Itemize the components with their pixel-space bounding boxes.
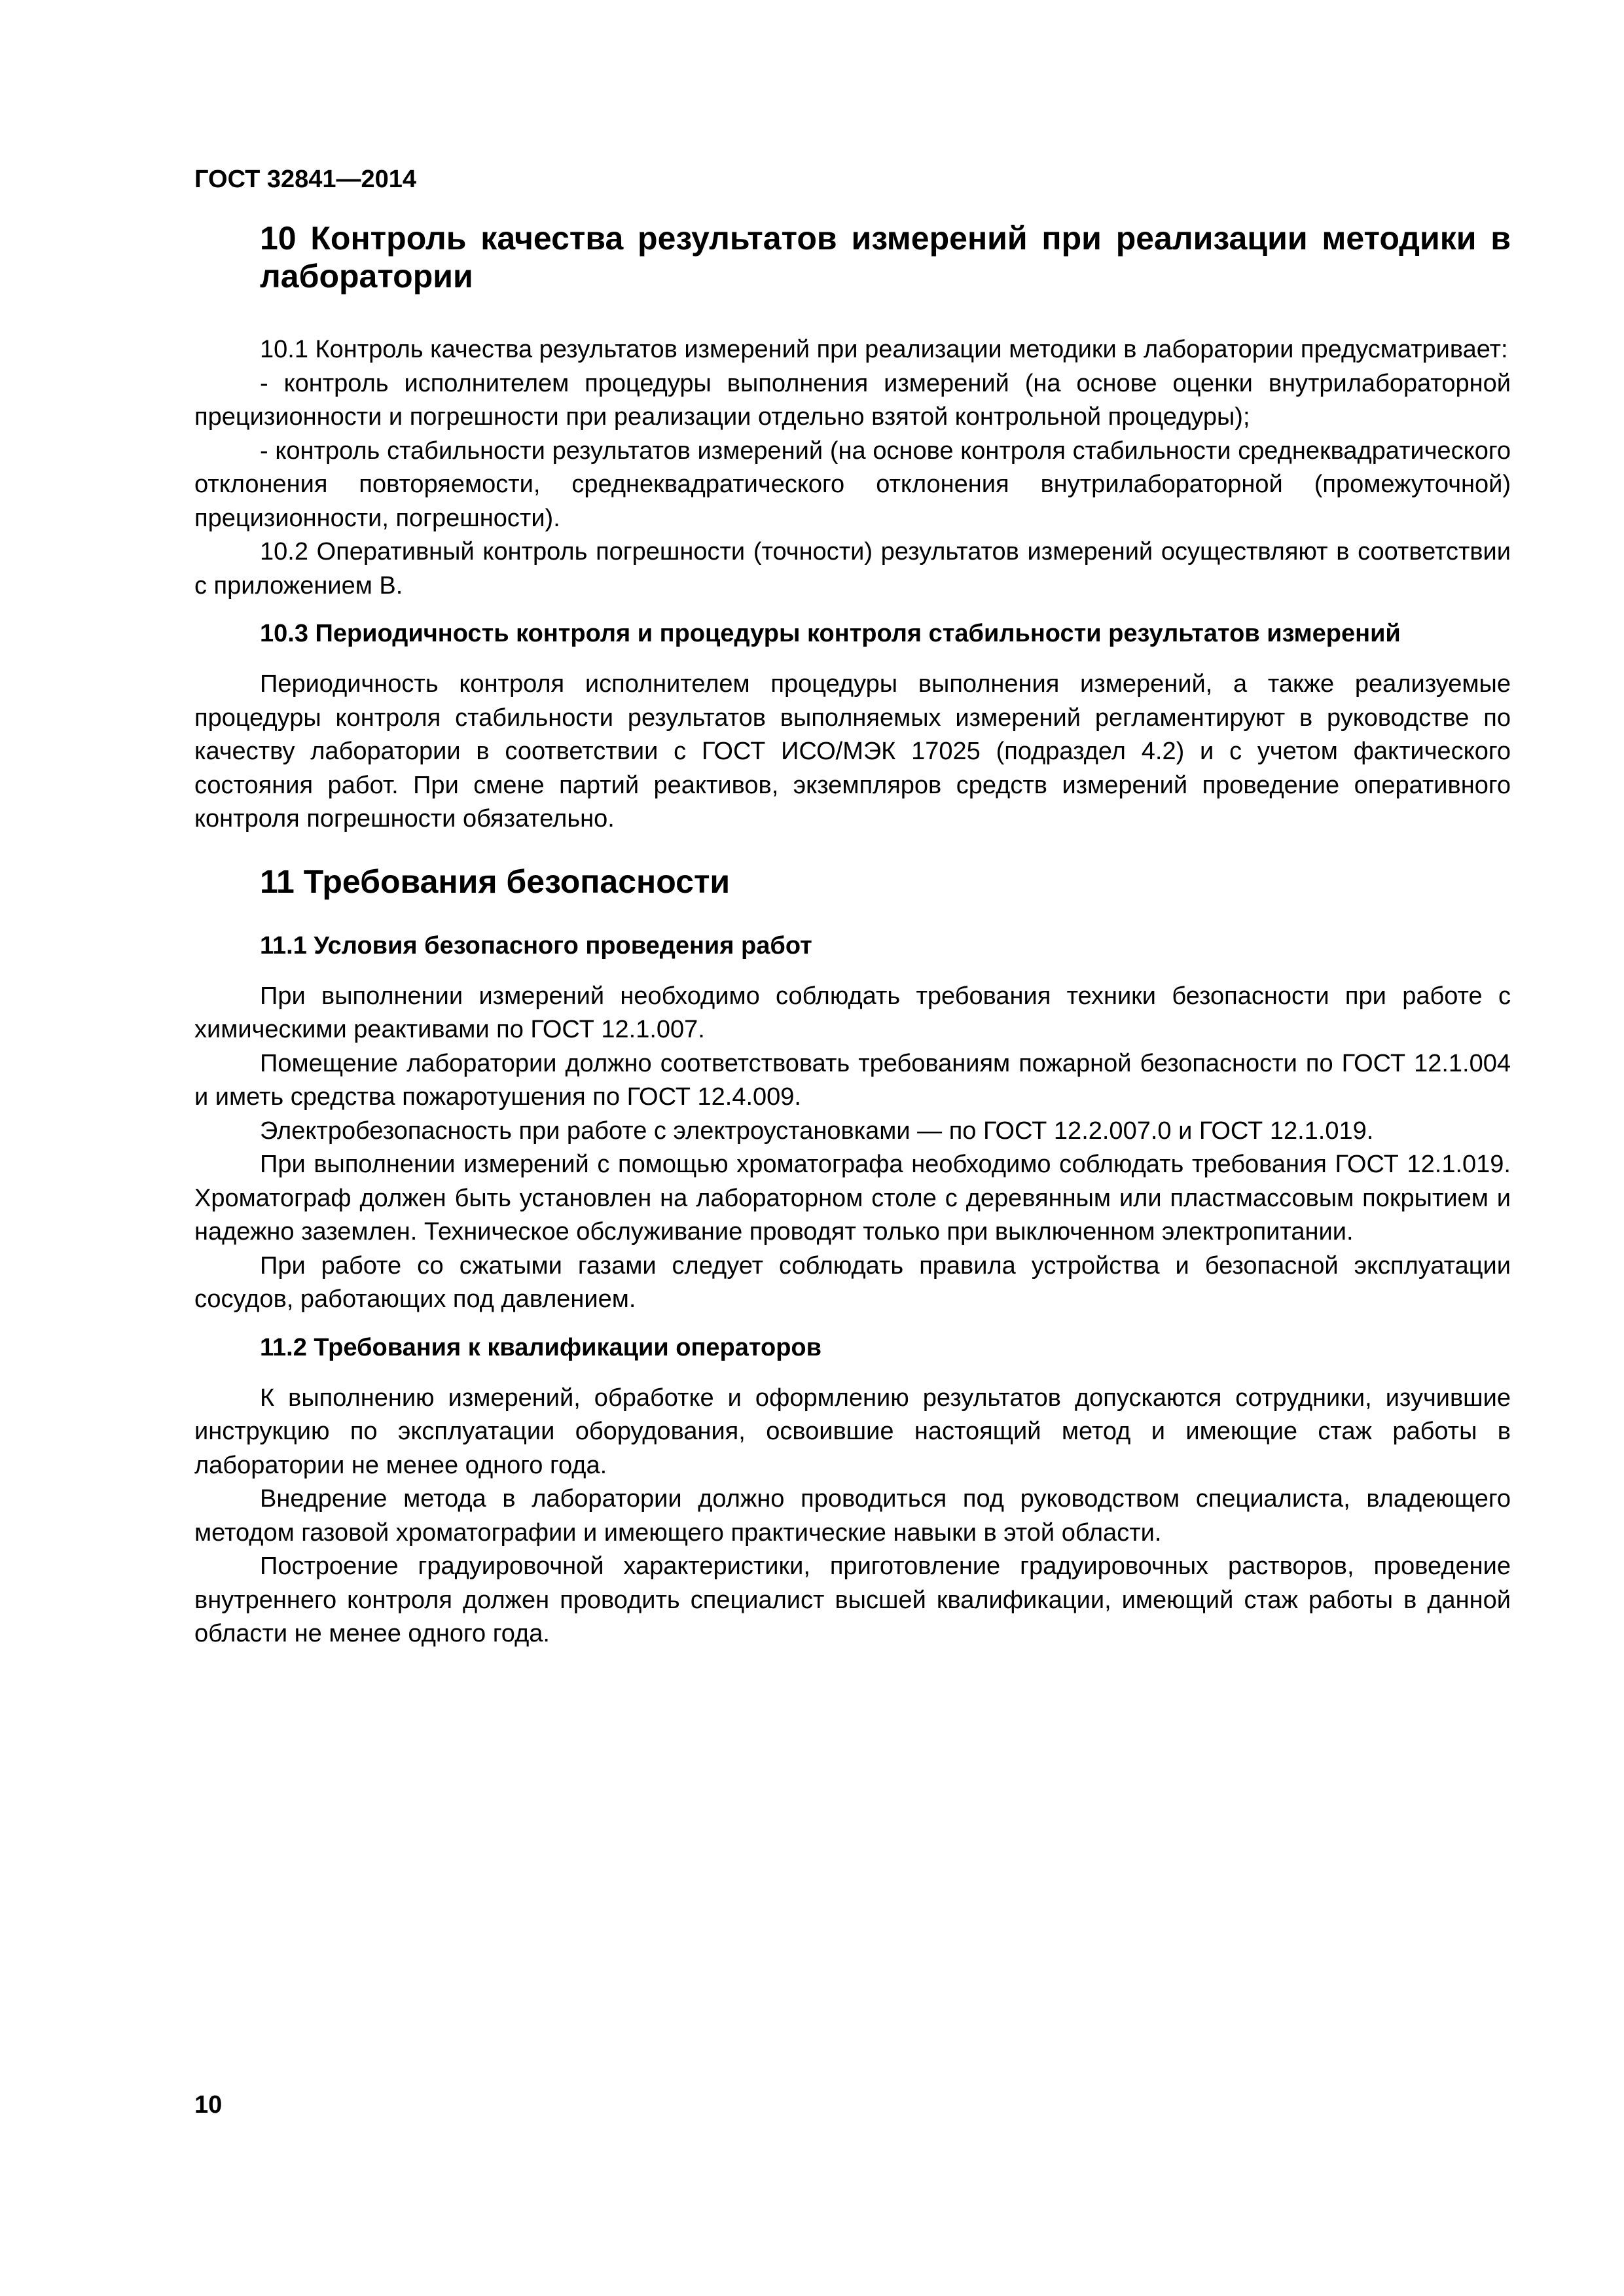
paragraph: Периодичность контроля исполнителем процедуры выполнения измерений, а также реализуемые процедуры контроля стабильности результатов выполняемых измерений регламентируют в руководстве по качеству лаборатории в соответствии с ГОСТ ИСО/МЭК 17025 (подраздел 4.2) и с учетом фактического состояния работ. При смене партий реактивов, экземпляров средств измерений проведение оперативного контроля погрешности обязательно. — [194, 670, 1511, 833]
paragraph: При выполнении измерений необходимо соблюдать требования техники безопасности при работе с химическими реактивами по ГОСТ 12.1.007. — [194, 982, 1511, 1043]
list-item: - контроль исполнителем процедуры выполнения измерений (на основе оценки внутрилабораторной прецизионности и погрешности при реализации отдельно взятой контрольной процедуры); — [194, 369, 1511, 431]
document-identifier: ГОСТ 32841—2014 — [194, 166, 417, 193]
section-title: 11 Требования безопасности — [260, 863, 731, 900]
section-title: 10 Контроль качества результатов измерений при реализации методики в лаборатории — [260, 220, 1511, 295]
paragraph: Внедрение метода в лаборатории должно проводиться под руководством специалиста, владеющего методом газовой хроматографии и имеющего практические навыки в этой области. — [194, 1485, 1511, 1547]
subsection-title: 10.3 Периодичность контроля и процедуры контроля стабильности результатов измерений — [260, 620, 1401, 647]
paragraph: 10.1 Контроль качества результатов измерений при реализации методики в лаборатории предусматривает: — [260, 336, 1508, 363]
paragraph: К выполнению измерений, обработке и оформлению результатов допускаются сотрудники, изучившие инструкцию по эксплуатации оборудования, освоившие настоящий метод и имеющие стаж работы в лаборатории не менее одного года. — [194, 1384, 1511, 1479]
paragraph: При выполнении измерений с помощью хроматографа необходимо соблюдать требования ГОСТ 12.1.019. Хроматограф должен быть установлен на лабораторном столе с деревянным или пластмассовым покрытием и надежно заземлен. Техническое обслуживание проводят только при выключенном электропитании. — [194, 1151, 1511, 1246]
subsection-title: 11.2 Требования к квалификации операторов — [260, 1333, 821, 1361]
section-10 — [194, 219, 1511, 836]
subsection-title: 11.1 Условия безопасного проведения работ — [260, 931, 812, 960]
section-11 — [194, 863, 1511, 1651]
paragraph: Электробезопасность при работе с электроустановками — по ГОСТ 12.2.007.0 и ГОСТ 12.1.019. — [260, 1117, 1374, 1145]
subsection-11-2 — [194, 1331, 1511, 1651]
paragraph: Помещение лаборатории должно соответствовать требованиям пожарной безопасности по ГОСТ 12.1.004 и иметь средства пожаротушения по ГОСТ 12.4.009. — [194, 1049, 1511, 1111]
page-number: 10 — [194, 2091, 223, 2119]
paragraph: При работе со сжатыми газами следует соблюдать правила устройства и безопасной эксплуатации сосудов, работающих под давлением. — [194, 1251, 1511, 1313]
list-item: - контроль стабильности результатов измерений (на основе контроля стабильности среднеквадратического отклонения повторяемости, среднеквадратического отклонения внутрилабораторной (промежуточной) прецизионности, погрешности). — [194, 437, 1511, 532]
paragraph: 10.2 Оперативный контроль погрешности (точности) результатов измерений осуществляют в соответствии с приложением В. — [194, 538, 1511, 600]
subsection-11-1 — [194, 929, 1511, 1317]
page-content — [194, 219, 1511, 1651]
paragraph: Построение градуировочной характеристики, приготовление градуировочных растворов, проведение внутреннего контроля должен проводить специалист высшей квалификации, имеющий стаж работы в данной области не менее одного года. — [194, 1552, 1511, 1647]
subsection-10-3 — [194, 617, 1511, 836]
